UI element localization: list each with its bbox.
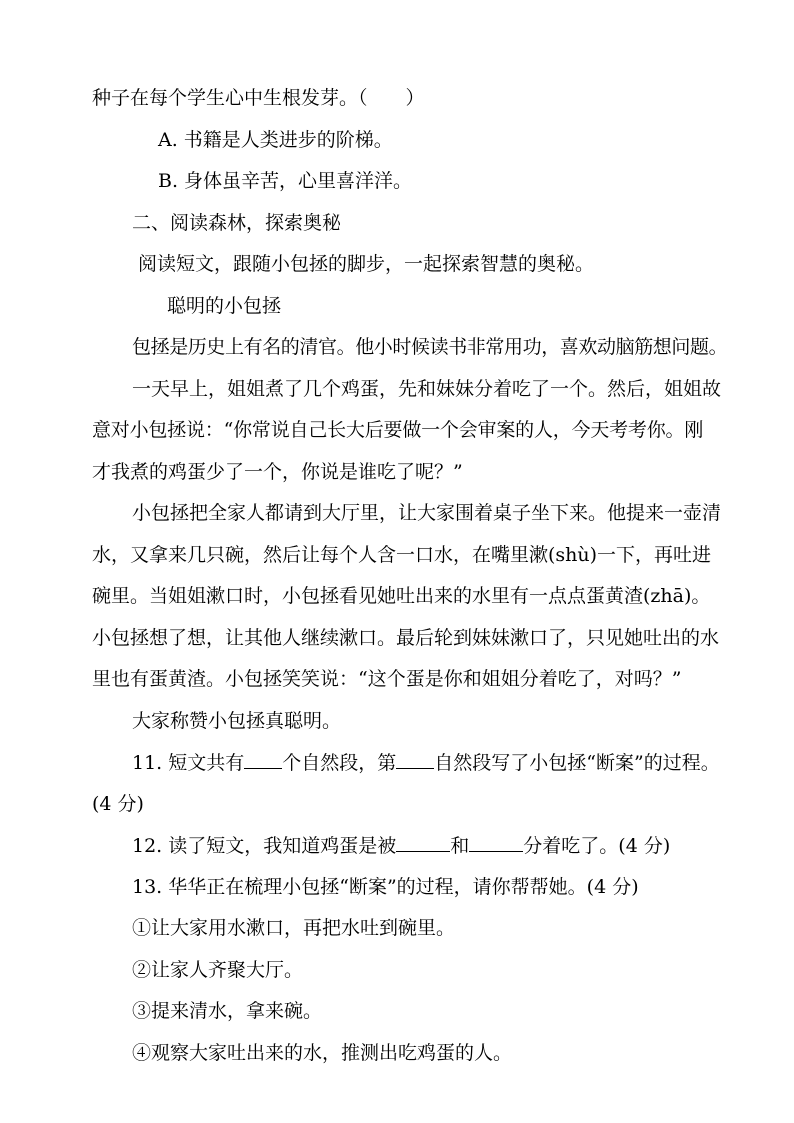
passage-paragraph-3-line-5: 里也有蛋黄渣。小包拯笑笑说：“这个蛋是你和姐姐分着吃了，对吗？”	[92, 668, 682, 690]
passage-paragraph-1: 包拯是历史上有名的清官。他小时候读书非常用功，喜欢动脑筋想问题。	[132, 336, 728, 358]
question-11-score: (4 分)	[92, 793, 144, 815]
passage-paragraph-3-line-4: 小包拯想了想，让其他人继续漱口。最后轮到妹妹漱口了，只见她吐出的水	[92, 627, 720, 649]
question-12-text-3: 分着吃了。(4 分)	[523, 835, 671, 857]
question-11-text-3: 自然段写了小包拯“断案”的过程。	[434, 752, 720, 774]
answer-blank-person-2[interactable]	[469, 833, 523, 852]
passage-title: 聪明的小包拯	[167, 295, 282, 317]
passage-paragraph-4: 大家称赞小包拯真聪明。	[132, 710, 342, 732]
answer-blank-person-1[interactable]	[396, 833, 450, 852]
section-instruction: 阅读短文，跟随小包拯的脚步，一起探索智慧的奥秘。	[138, 253, 595, 275]
question-13-step-4: ④观察大家吐出来的水，推测出吃鸡蛋的人。	[132, 1042, 513, 1064]
passage-paragraph-3-line-2: 水，又拿来几只碗，然后让每个人含一口水，在嘴里漱(shù)一下，再吐进	[92, 544, 712, 566]
q10-option-a: A. 书籍是人类进步的阶梯。	[158, 129, 393, 151]
question-11-text-1: 11. 短文共有	[132, 752, 245, 774]
answer-blank-paragraph-number[interactable]	[396, 750, 434, 769]
q10-option-b: B. 身体虽辛苦，心里喜洋洋。	[158, 170, 413, 192]
question-12	[132, 833, 670, 858]
question-13-step-1: ①让大家用水漱口，再把水吐到碗里。	[132, 917, 456, 939]
question-12-text-1: 12. 读了短文，我知道鸡蛋是被	[132, 835, 397, 857]
passage-paragraph-2-line-1: 一天早上，姐姐煮了几个鸡蛋，先和妹妹分着吃了一个。然后，姐姐故	[132, 378, 722, 400]
question-13-stem: 13. 华华正在梳理小包拯“断案”的过程，请你帮帮她。(4 分)	[132, 876, 639, 898]
question-13-step-2: ②让家人齐聚大厅。	[132, 959, 304, 981]
question-11	[132, 750, 720, 775]
question-13-step-3: ③提来清水，拿来碗。	[132, 1000, 323, 1022]
passage-paragraph-2-line-3: 才我煮的鸡蛋少了一个，你说是谁吃了呢？”	[92, 461, 463, 483]
passage-paragraph-3-line-3: 碗里。当姐姐漱口时，小包拯看见她吐出来的水里有一点点蛋黄渣(zhā)。	[92, 585, 711, 607]
q10-stem-tail: 种子在每个学生心中生根发芽。（ ）	[92, 87, 425, 109]
section-heading: 二、阅读森林，探索奥秘	[132, 212, 342, 234]
passage-paragraph-3-line-1: 小包拯把全家人都请到大厅里，让大家围着桌子坐下来。他提来一壶清	[132, 502, 722, 524]
question-11-text-2: 个自然段，第	[282, 752, 397, 774]
answer-blank-paragraph-count[interactable]	[244, 750, 282, 769]
question-12-text-2: 和	[450, 835, 470, 857]
passage-paragraph-2-line-2: 意对小包拯说：“你常说自己长大后要做一个会审案的人，今天考考你。刚	[92, 419, 704, 441]
